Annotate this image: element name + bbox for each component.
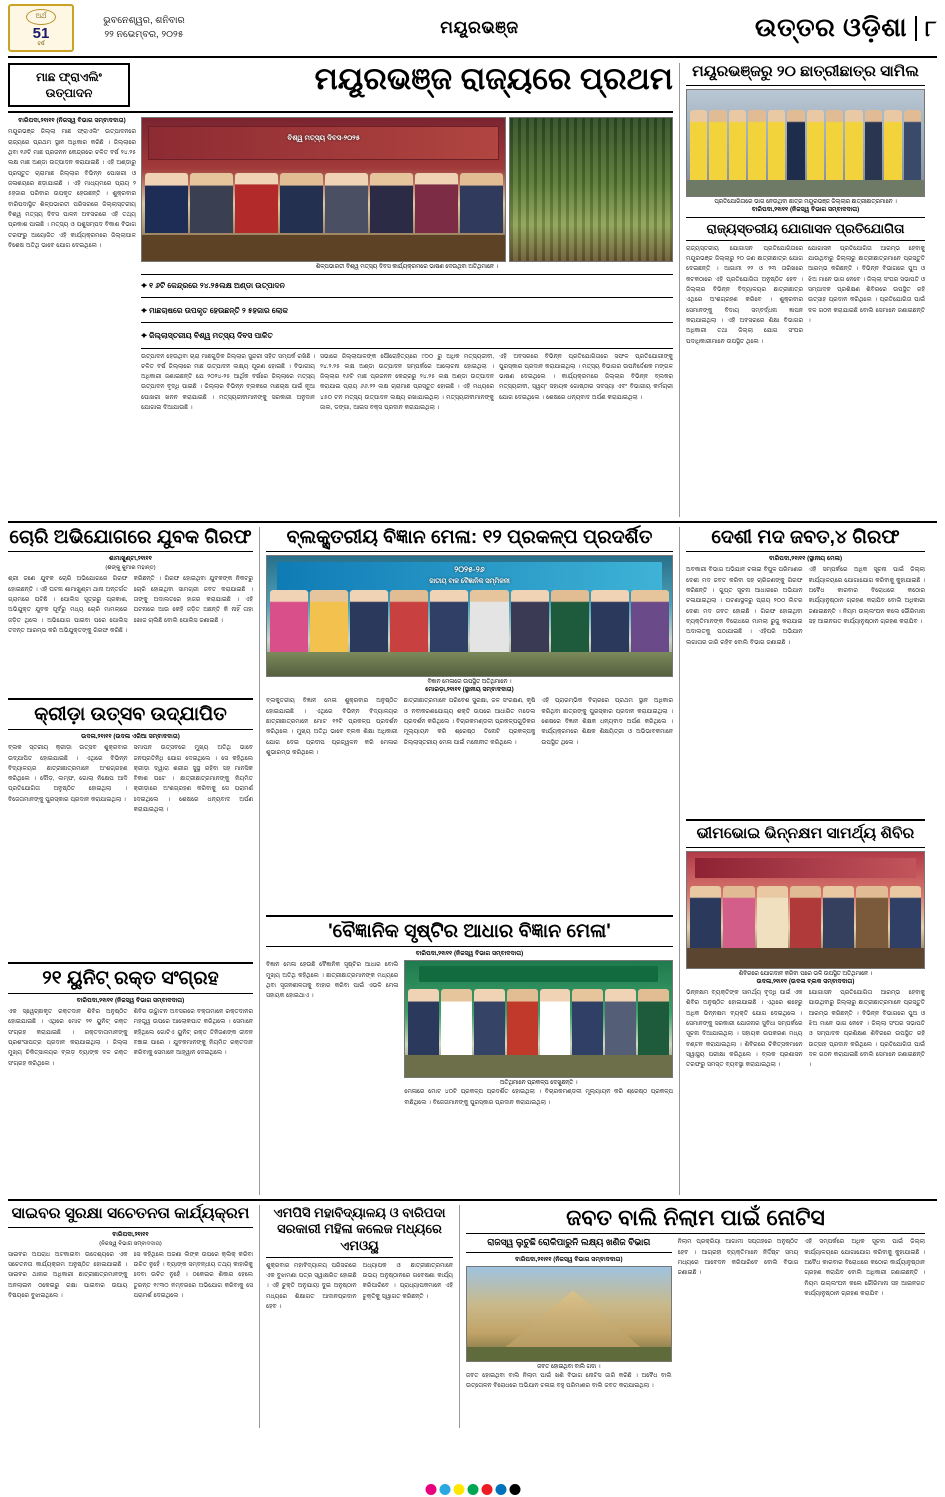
- blood-body-2: ଶିବିର ଉଦ୍ଘାଟନ ଅବସରରେ ବକ୍ତାମାନେ ରକ୍ତଦାନର ମହତ୍ତ୍ୱ ଉପରେ ଆଲୋକପାତ କରିଥିଲେ । ସେମାନେ କହିଥିଲେ ଗୋଟିଏ ୟୁନିଟ୍ ରକ୍ତ ତିନିଜଣଙ୍କ ଜୀବନ ବଞ୍ଚାଇ ପାରେ । ଯୁବକମାନଙ୍କୁ ନିୟମିତ ରକ୍ତଦାନ କରିବାକୁ ସେମାନେ ଆହ୍ୱାନ ଦେଇଥିଲେ ।: [133, 1009, 253, 1057]
- science-basis-body-2: ମେଳାରେ ମୋଟ ୪୦ଟି ପ୍ରକଳ୍ପ ପ୍ରଦର୍ଶିତ ହୋଇଥିଲା । ବିଚାରକମଣ୍ଡଳୀ ମୂଲ୍ୟାୟନ କରି ଶ୍ରେଷ୍ଠ ପ୍ରକଳ୍ପ ବାଛିଥିଲେ । ବିଜେତାମାନଙ୍କୁ ପୁରସ୍କାର ପ୍ରଦାନ କରାଯାଇଥିଲା ।: [404, 1089, 673, 1106]
- sand-caption: ଜବତ ହୋଇଥିବା ବାଲି ଗଦା ।: [537, 1363, 601, 1370]
- theft-body-2: କରିଛନ୍ତି । ଗିରଫ ହୋଇଥିବା ଯୁବକଙ୍କ ନିକଟରୁ ଚୋରି ହୋଇଥିବା ସାମଗ୍ରୀ ଜବତ କରାଯାଇଛି । ତାଙ୍କୁ ଅଦାଲତରେ ହାଜର କରାଯାଇଛି । ଏହି ଘଟନାରେ ଆଉ କେହି ଜଡ଼ିତ ଅଛନ୍ତି କି ନାହିଁ ତାହା ଖୋଜ ଚାଲିଛି ବୋଲି ପୋଲିସ ଜଣାଇଛି ।: [133, 576, 253, 624]
- lead-photo-forest: [509, 117, 673, 262]
- science-fair-caption: ବିଜ୍ଞାନ ମେଳାରେ ଉପସ୍ଥିତ ଅତିଥିମାନେ ।: [427, 679, 512, 686]
- theft-headline: ଚୋରି ଅଭିଯୋଗରେ ଯୁବକ ଗିରଫ: [9, 526, 252, 548]
- liquor-dateline: ବାରିପଦା,୨୧ା୧୧ (ସ୍ଥାନୀୟ ମେଳା): [768, 555, 843, 563]
- science-fair-body-1: ବ୍ଲକ୍ସ୍ତରୀୟ ବିଜ୍ଞାନ ମେଳା ଶୁକ୍ରବାର ଅନୁଷ୍ଠିତ ହୋଇଯାଇଛି । ଏଥିରେ ବିଭିନ୍ନ ବିଦ୍ୟାଳୟର ଛାତ୍ରୀଛାତ୍ରମାନେ ମୋଟ ୧୨ଟି ପ୍ରକଳ୍ପ ପ୍ରଦର୍ଶନ କରିଥିଲେ । ମୁଖ୍ୟ ଅତିଥି ଭାବେ ବ୍ଲକ ଶିକ୍ଷା ଅଧିକାରୀ ଯୋଗ ଦେଇ ପ୍ରଦୀପ ପ୍ରଜ୍ୱଳନ କରି ମେଳାର ଶୁଭାରମ୍ଭ କରିଥିଲେ ।: [266, 698, 398, 756]
- blood-headline: ୨୧ ୟୁନିଟ୍ ରକ୍ତ ସଂଗ୍ରହ: [42, 968, 219, 990]
- capacity-dateline: ଉଦଳା,୨୧ା୧୧ (ଉଦଳା ବ୍ଲକ ସମ୍ବାଦଦାତା): [756, 977, 855, 985]
- science-fair-banner-sub: ଜାତୀୟ ବାଳ ବୈଜ୍ଞାନିକ ସମ୍ମିଳନୀ: [429, 578, 510, 586]
- date-line-1: ଭୁବନେଶ୍ୱର, ଶନିବାର: [103, 14, 185, 26]
- college-headline: ଏମପିସି ମହାବିଦ୍ୟାଳୟ ଓ ବାରିପଦା ସରକାରୀ ମହିଳା କଲେଜ ମଧ୍ୟରେ ଏମଓୟୁ: [273, 1205, 446, 1253]
- lead-dateline: ବାରିପଦା,୨୧ା୧୧ (ନିଜସ୍ୱ ବିଭାଗ ସମ୍ବାଦଦାତା): [18, 117, 126, 125]
- lead-bullet-1: ✦ ୧ ୬ଟି କେନ୍ଦ୍ରରେ ୨୪.୨୫ଲକ୍ଷ ଅଣ୍ଡା ଉତ୍ପାଦନ: [141, 281, 285, 291]
- logo-bottom-text: ବର୍ଷ: [37, 41, 45, 47]
- liquor-headline: ଦେଶୀ ମଦ ଜବତ,୪ ଗିରଫ: [711, 526, 900, 548]
- yoga-headline: ରାଜ୍ୟସ୍ତରୀୟ ଯୋଗାସନ ପ୍ରତିଯୋଗିତା: [706, 220, 905, 236]
- sand-dateline: ବାରିପଦା,୨୧ା୧୧ (ନିଜସ୍ୱ ବିଭାଗ ସମ୍ବାଦଦାତା): [515, 1255, 623, 1263]
- reg-dot-3: [453, 1484, 464, 1495]
- sports-headline: କ୍ରୀଡ଼ା ଉତ୍ସବ ଉଦ୍ଯାପିତ: [34, 704, 227, 726]
- lead-photo-caption: ଶିଳ୍ପଭାରତୀ ବିଶ୍ୱ ମତ୍ସ୍ୟ ଦିବସ କାର୍ଯ୍ୟକ୍ରମରେ ଭାଷଣ ଦେଉଥିବା ଅତିଥିମାନେ ।: [315, 264, 499, 271]
- yoga-body: ଯୋଗାସନ ପ୍ରତିଯୋଗିତା ଆରମ୍ଭ ହେବାକୁ ଯାଉଥିବାରୁ ଜିଲ୍ଲାରୁ ଛାତ୍ରୀଛାତ୍ରମାନେ ପ୍ରସ୍ତୁତି ଆରମ୍ଭ କରିଛନ୍ତି । ବିଭିନ୍ନ ବିଭାଗରେ ପୁଅ ଓ ଝିଅ ମାନେ ଭାଗ ନେବେ । ଜିଲ୍ଲା ସଂଘର ସଭାପତି ଓ ସମ୍ପାଦକ ପ୍ରଶିକ୍ଷଣ ଶିବିରରେ ଉପସ୍ଥିତ ରହି ଉତ୍ସାହ ପ୍ରଦାନ କରିଥିଲେ । ପ୍ରତିଯୋଗିତା ପାଇଁ ଦଳ ଗଠନ କରାଯାଇଛି ବୋଲି ସେମାନେ ଜଣାଇଛନ୍ତି ।: [808, 245, 925, 325]
- color-registration-marks: [425, 1484, 520, 1495]
- reg-dot-1: [425, 1484, 436, 1495]
- sand-photo: [466, 1266, 672, 1362]
- bottom-band: [8, 1205, 937, 1428]
- cyber-headline: ସାଇବର ସୁରକ୍ଷା ସଚେତନତା କାର୍ଯ୍ୟକ୍ରମ: [11, 1205, 250, 1223]
- capacity-body-2: ଯୋଗାସନ ପ୍ରତିଯୋଗିତା ଆରମ୍ଭ ହେବାକୁ ଯାଉଥିବାରୁ ଜିଲ୍ଲାରୁ ଛାତ୍ରୀଛାତ୍ରମାନେ ପ୍ରସ୍ତୁତି ଆରମ୍ଭ କରିଛନ୍ତି । ବିଭିନ୍ନ ବିଭାଗରେ ପୁଅ ଓ ଝିଅ ମାନେ ଭାଗ ନେବେ । ଜିଲ୍ଲା ସଂଘର ସଭାପତି ଓ ସମ୍ପାଦକ ପ୍ରଶିକ୍ଷଣ ଶିବିରରେ ଉପସ୍ଥିତ ରହି ଉତ୍ସାହ ପ୍ରଦାନ କରିଥିଲେ । ପ୍ରତିଯୋଗିତା ପାଇଁ ଦଳ ଗଠନ କରାଯାଇଛି ବୋଲି ସେମାନେ ଜଣାଇଛନ୍ତି ।: [808, 989, 925, 1069]
- science-basis-body-1: ବିଜ୍ଞାନ ମେଳା ହେଉଛି ବୈଜ୍ଞାନିକ ସୃଷ୍ଟିର ଆଧାର ବୋଲି ମୁଖ୍ୟ ଅତିଥି କହିଥିଲେ । ଛାତ୍ରୀଛାତ୍ରମାନଙ୍କ ମଧ୍ୟରେ ଥିବା ସୃଜନଶୀଳତାକୁ ବାହାର କରିବା ପାଇଁ ଏଭଳି ମେଳା ସହାୟକ ହୋଇଥାଏ ।: [266, 962, 399, 1000]
- sports-body-1: ବ୍ଲକ ସ୍ତରୀୟ କ୍ରୀଡ଼ା ଉତ୍ସବ ଶୁକ୍ରବାର ଉଦ୍ଯାପିତ ହୋଇଯାଇଛି । ଏଥିରେ ବିଭିନ୍ନ ବିଦ୍ୟାଳୟର ଛାତ୍ରୀଛାତ୍ରମାନେ ଅଂଶଗ୍ରହଣ କରିଥିଲେ । ଦୌଡ଼, ଲମ୍ଫ, ଗୋଲା ନିକ୍ଷେପ ଆଦି ପ୍ରତିଯୋଗିତା ଅନୁଷ୍ଠିତ ହୋଇଥିଲା । ବିଜେତାମାନଙ୍କୁ ପୁରସ୍କାର ପ୍ରଦାନ କରାଯାଇଥିଲା ।: [8, 745, 128, 803]
- blood-dateline: ବାରିପଦା,୨୧ା୧୧ (ନିଜସ୍ୱ ବିଭାଗ ସମ୍ବାଦଦାତା): [76, 997, 185, 1005]
- reg-dot-6: [495, 1484, 506, 1495]
- publication-logo: [8, 4, 74, 52]
- liquor-body-2: ଏହି ସମ୍ପର୍କରେ ଅଧିକ ସୂଚନା ପାଇଁ ଜିଲ୍ଲା କାର୍ଯ୍ୟାଳୟରେ ଯୋଗାଯୋଗ କରିବାକୁ କୁହାଯାଇଛି । ଅବୈଧ କାରବାର ବିରୋଧରେ କଠୋର କାର୍ଯ୍ୟାନୁଷ୍ଠାନ ଗ୍ରହଣ କରାଯିବ ବୋଲି ଅଧିକାରୀ ଜଣାଇଛନ୍ତି । ନିୟମ ଉଲ୍ଲଂଘନ କଲେ ଜୌରିମାନା ସହ ଆଇନଗତ କାର୍ଯ୍ୟାନୁଷ୍ଠାନ ଗ୍ରହଣ କରାଯିବ ।: [808, 567, 925, 625]
- blood-body-1: ଏକ ସ୍ୱେଚ୍ଛାକୃତ ରକ୍ତଦାନ ଶିବିର ଅନୁଷ୍ଠିତ ହୋଇଯାଇଛି । ଏଥିରେ ମୋଟ ୨୧ ୟୁନିଟ୍ ରକ୍ତ ସଂଗ୍ରହ କରାଯାଇଛି । ରକ୍ତଦାତାମାନଙ୍କୁ ପ୍ରଶଂସାପତ୍ର ପ୍ରଦାନ କରାଯାଇଥିଲା । ଜିଲ୍ଲା ମୁଖ୍ୟ ଚିକିତ୍ସାଳୟର ବ୍ଲଡ଼ ବ୍ୟାଙ୍କ ଦଳ ରକ୍ତ ସଂଗ୍ରହ କରିଥିଲେ ।: [8, 1009, 128, 1067]
- theft-dateline: ଶାମାଖୁଣ୍ଟା,୨୧ା୧୧: [109, 555, 152, 563]
- science-fair-body-2: ଛାତ୍ରୀଛାତ୍ରମାନେ ପରିବେଶ ସୁରକ୍ଷା, ଜଳ ସଂରକ୍ଷଣ, କୃଷି ଓ ନବୀକରଣଯୋଗ୍ୟ ଶକ୍ତି ଉପରେ ଆଧାରିତ ମଡେଲ ପ୍ରଦର୍ଶନ କରିଥିଲେ । ବିଚାରକମଣ୍ଡଳୀ ପ୍ରକଳ୍ପଗୁଡ଼ିକର ମୂଲ୍ୟାୟନ କରି ଶ୍ରେଷ୍ଠ ତିନୋଟି ପ୍ରକଳ୍ପକୁ ଜିଲ୍ଲାସ୍ତରୀୟ ମେଳା ପାଇଁ ମନୋନୀତ କରିଥିଲେ ।: [403, 698, 536, 746]
- science-basis-caption: ଅତିଥିମାନେ ପ୍ରକଳ୍ପ ଦେଖୁଛନ୍ତି ।: [499, 1080, 578, 1087]
- lead-bullet-2: ✦ ମାଛଚାଷରେ ଉପକୃତ ହେଉଛନ୍ତି ୨ ୫ହଜାର ଲୋକ: [141, 306, 289, 316]
- lead-story: [8, 63, 680, 517]
- sand-body-1: ଜବତ ହୋଇଥିବା ବାଲି ନିଲାମ ପାଇଁ ଖଣି ବିଭାଗ ନୋଟିସ ଜାରି କରିଛି । ଅବୈଧ ବାଲି ଉତ୍ତୋଳନ ବିରୋଧରେ ଅଭିଯାନ ଚଳାଇ ବହୁ ପରିମାଣର ବାଲି ଜବତ କରାଯାଇଥିଲା ।: [466, 1372, 672, 1389]
- science-fair-banner-year: ୨୦୨୫-୨୬: [454, 565, 485, 575]
- lead-photo-stage: [141, 117, 506, 262]
- lead-bullet-3: ✦ ଜିଲ୍ଲାସ୍ତରୀୟ ବିଶ୍ୱ ମତ୍ସ୍ୟ ଦିବସ ପାଳିତ: [141, 331, 273, 341]
- cyber-story: [8, 1205, 260, 1428]
- cyber-body-2: ସେ କହିଥିଲେ ଅଜଣା ଲିଙ୍କ ଉପରେ କ୍ଲିକ୍ କରିବା ଉଚିତ ନୁହେଁ । ବ୍ୟାଙ୍କ ସମ୍ବନ୍ଧୀୟ ତଥ୍ୟ କାହାରିକୁ ଦେବା ଉଚିତ ନୁହେଁ । ଠକେଇର ଶିକାର ହେଲେ ତୁରନ୍ତ ୧୯୩୦ ନମ୍ବରରେ ଅଭିଯୋଗ କରିବାକୁ ସେ ପରାମର୍ଶ ଦେଇଥିଲେ ।: [133, 1251, 253, 1299]
- science-basis-headline: 'ବୈଜ୍ଞାନିକ ସୃଷ୍ଟିର ଆଧାର ବିଜ୍ଞାନ ମେଳା': [328, 921, 611, 943]
- liquor-body-1: ଅବକାରୀ ବିଭାଗ ଅଭିଯାନ ଚଳାଇ ବିପୁଳ ପରିମାଣର ଦେଶୀ ମଦ ଜବତ କରିବା ସହ ଚାରିଜଣଙ୍କୁ ଗିରଫ କରିଛନ୍ତି । ଗୁପ୍ତ ସୂଚନା ଆଧାରରେ ଅଭିଯାନ ଚଳାଯାଇଥିଲା । ଘଟଣାସ୍ଥଳରୁ ପ୍ରାୟ ୨୦୦ ଲିଟର ଦେଶୀ ମଦ ଜବତ ହୋଇଛି । ଗିରଫ ହୋଇଥିବା ବ୍ୟକ୍ତିମାନଙ୍କ ବିରୋଧରେ ମାମଲା ରୁଜୁ କରାଯାଇ ଅଦାଲତକୁ ପଠାଯାଇଛି । ଏହିପରି ଅଭିଯାନ ଲଗାତାର ଜାରି ରହିବ ବୋଲି ବିଭାଗ ଜଣାଇଛି ।: [686, 567, 803, 646]
- science-fair-photo: [266, 555, 673, 677]
- science-basis-photo: [404, 960, 673, 1078]
- cyber-subdate: (ନିଜସ୍ୱ ବିଭାଗ ସମ୍ବାଦଦାତା): [99, 1240, 162, 1247]
- section-title: [755, 12, 937, 44]
- students-dateline: ବାରିପଦା,୨୧ା୧୧ (ନିଜସ୍ୱ ବିଭାଗ ସମ୍ବାଦଦାତା): [751, 205, 860, 213]
- lead-body-1: ମୟୂରଭଞ୍ଜ ଜିଲ୍ଲା ମାଛ ଫ୍ରାଏଲିଂ ଉତ୍ପାଦନରେ ରାଜ୍ୟରେ ପ୍ରଥମ ସ୍ଥାନ ଅଧିକାର କରିଛି । ଜିଲ୍ଲାରେ ଥିବା ୧୬ଟି ମାଛ ପ୍ରଜନନ କେନ୍ଦ୍ରରେ ଚଳିତ ବର୍ଷ ୨୪.୨୫ ଲକ୍ଷ ମାଛ ଅଣ୍ଡା ଉତ୍ପାଦନ କରାଯାଇଛି । ଏହି ଅଣ୍ଡାରୁ ପ୍ରସ୍ତୁତ ଚାରାମାଛ ଜିଲ୍ଲାର ବିଭିନ୍ନ ପୋଖରୀ ଓ ଜଳାଶୟରେ ଛଡ଼ାଯାଇଛି । ଏହି ମାଧ୍ୟମରେ ପ୍ରାୟ ୨ ୫ହଜାର ପରିବାର ଉପକୃତ ହେଉଛନ୍ତି । ଶୁକ୍ରବାର ବାରିପଦାସ୍ଥିତ ଶିଳ୍ପଭାରତୀ ପରିସରରେ ଜିଲ୍ଲାସ୍ତରୀୟ ବିଶ୍ୱ ମତ୍ସ୍ୟ ଦିବସ ପାଳନ ଅବସରରେ ଏହି ତଥ୍ୟ ପ୍ରକାଶ ପାଇଛି । ମତ୍ସ୍ୟ ଓ ପଶୁସମ୍ପଦ ବିକାଶ ବିଭାଗ ତରଫରୁ ଆୟୋଜିତ ଏହି କାର୍ଯ୍ୟକ୍ରମରେ ଜିଲ୍ଲାପାଳ ବିଶେଷ ଅତିଥି ଭାବେ ଯୋଗ ଦେଇଥିଲେ ।: [8, 129, 136, 249]
- top-band: [8, 63, 937, 517]
- date-line-2: ୨୨ ନଭେମ୍ବର, ୨୦୨୫: [104, 29, 184, 40]
- capacity-photo: [686, 851, 925, 969]
- cyber-dateline: ବାରିପଦା,୨୧ା୧୧: [112, 1230, 149, 1238]
- lead-body-4: ଏହି ଅବସରରେ ବିଭିନ୍ନ ପ୍ରତିଯୋଗିତାରେ ସଫଳ ପ୍ରତିଯୋଗୀଙ୍କୁ ପୁରସ୍କାର ପ୍ରଦାନ କରାଯାଇଥିଲା । ମତ୍ସ୍ୟ ବିଭାଗର ଉପନିର୍ଦ୍ଦେଶକ ମଙ୍ଗଳ ଭାଷଣ ଦେଇଥିଲେ । କାର୍ଯ୍ୟକ୍ରମରେ ଜିଲ୍ଲାର ବିଭିନ୍ନ ବ୍ଲକର ମତ୍ସ୍ୟଜୀବୀ, ସ୍ୱୟଂ ସହାୟକ ଗୋଷ୍ଠୀର ସଦସ୍ୟା ଏବଂ ବିଭାଗୀୟ କର୍ମଚାରୀ ଯୋଗ ଦେଇଥିଲେ । ଶେଷରେ ଧନ୍ୟବାଦ ଅର୍ପଣ କରାଯାଇଥିଲା ।: [499, 353, 673, 401]
- lead-kicker: ମାଛ ଫ୍ରାଏଲିଂ ଉତ୍ପାଦନ: [8, 63, 130, 107]
- reg-dot-4: [467, 1484, 478, 1495]
- masthead: [8, 4, 937, 58]
- sports-dateline: ଉଦଳା,୨୧ା୧୧ (ଉଦଳା ଏରିଆ ସମ୍ବାଦଦାତା): [81, 733, 180, 741]
- students-headline: ମୟୂରଭଞ୍ଜରୁ ୨୦ ଛାତ୍ରୀଛାତ୍ର ସାମିଲ: [692, 63, 919, 80]
- students-photo: [686, 89, 925, 197]
- lead-headline: ମୟୂରଭଞ୍ଜ ରାଜ୍ୟରେ ପ୍ରଥମ: [314, 61, 673, 96]
- sand-story: [460, 1205, 925, 1428]
- sports-body-2: ସମାପନ ଉତ୍ସବରେ ମୁଖ୍ୟ ଅତିଥି ଭାବେ ଜନପ୍ରତିନିଧି ଯୋଗ ଦେଇଥିଲେ । ସେ କହିଥିଲେ କ୍ରୀଡ଼ା ଦ୍ୱାରା ଶରୀର ସୁସ୍ଥ ରହିବା ସହ ମାନସିକ ବିକାଶ ଘଟେ । ଛାତ୍ରୀଛାତ୍ରମାନଙ୍କୁ ନିୟମିତ କ୍ରୀଡ଼ାରେ ଅଂଶଗ୍ରହଣ କରିବାକୁ ସେ ପରାମର୍ଶ ଦେଇଥିଲେ । ଶେଷରେ ଧନ୍ୟବାଦ ଅର୍ପଣ କରାଯାଇଥିଲା ।: [133, 745, 253, 814]
- date-block: [84, 14, 204, 43]
- reg-dot-7: [509, 1484, 520, 1495]
- sand-headline: ଜବତ ବାଲି ନିଲାମ ପାଇଁ ନୋଟିସ: [566, 1205, 825, 1231]
- lead-col-1: [8, 117, 136, 516]
- capacity-body-1: ଭିନ୍ନକ୍ଷମ ବ୍ୟକ୍ତିଙ୍କ ସାମର୍ଥ୍ୟ ବୃଦ୍ଧି ପାଇଁ ଏକ ଶିବିର ଅନୁଷ୍ଠିତ ହୋଇଯାଇଛି । ଏଥିରେ ଶହେରୁ ଅଧିକ ଭିନ୍ନକ୍ଷମ ବ୍ୟକ୍ତି ଯୋଗ ଦେଇଥିଲେ । ସେମାନଙ୍କୁ ସରକାରୀ ଯୋଜନାର ସୁବିଧା ସମ୍ପର୍କରେ ସୂଚନା ଦିଆଯାଇଥିଲା । ସହାୟକ ଉପକରଣ ମଧ୍ୟ ବଣ୍ଟନ କରାଯାଇଥିଲା । ଶିବିରରେ ଚିକିତ୍ସକମାନେ ସ୍ୱାସ୍ଥ୍ୟ ପରୀକ୍ଷା କରିଥିଲେ । ବ୍ଲକ ପ୍ରଶାସନ ତରଫରୁ ସମସ୍ତ ବ୍ୟବସ୍ଥା କରାଯାଇଥିଲା ।: [686, 989, 803, 1069]
- lead-media: [141, 117, 673, 516]
- logo-top-text: ଅର୍ଥ: [26, 9, 56, 25]
- lead-bullets: [141, 278, 673, 344]
- college-body-1: ଶୁକ୍ରବାର ମହାବିଦ୍ୟାଳୟ ପରିସରରେ ଏକ ବୁଝାମଣା ପତ୍ର ସ୍ୱାକ୍ଷରିତ ହୋଇଛି । ଏହି ଚୁକ୍ତି ଅନୁଯାୟୀ ଦୁଇ ଅନୁଷ୍ଠାନ ମଧ୍ୟରେ ଶିକ୍ଷାଗତ ଆଦାନପ୍ରଦାନ ହେବ ।: [266, 1262, 357, 1311]
- sand-subhead: ରାଜସ୍ୱ ଲୁଚୁଛି ରୋକିପାରୁନି ଲକ୍ଷ୍ୟ ଖଣିଜ ବିଭାଗ: [487, 1237, 651, 1248]
- center-column: [260, 527, 680, 1196]
- theft-subdate: (ଶଙ୍କୁ କୁମାର ମହାନ୍ତ): [105, 565, 156, 572]
- lead-photo-banner: ବିଶ୍ୱ ମତ୍ସ୍ୟ ଦିବସ-୨୦୨୫: [287, 135, 361, 143]
- reg-dot-5: [481, 1484, 492, 1495]
- college-body-2: ଅଧ୍ୟାପକ ଓ ଛାତ୍ରୀଛାତ୍ରମାନେ ଉଭୟ ଅନୁଷ୍ଠାନରେ ଗବେଷଣା କାର୍ଯ୍ୟ କରିପାରିବେ । ପ୍ରାଧ୍ୟାପକମାନେ ଏହି ଚୁକ୍ତିକୁ ସ୍ୱାଗତ କରିଛନ୍ତି ।: [362, 1262, 453, 1300]
- right-top-column: [680, 63, 925, 517]
- middle-band: [8, 527, 937, 1196]
- science-fair-dateline: ମୋରଡ଼ା,୨୧ା୧୧ (ସ୍ଥାନୀୟ ସମ୍ବାଦଦାତା): [425, 686, 514, 694]
- sand-body-2: ନିଲାମ ପ୍ରକ୍ରିୟା ଆଗାମୀ ସପ୍ତାହରେ ଅନୁଷ୍ଠିତ ହେବ । ଆଗ୍ରହୀ ବ୍ୟକ୍ତିମାନେ ନିର୍ଦ୍ଦିଷ୍ଟ ସମୟ ମଧ୍ୟରେ ଆବେଦନ କରିପାରିବେ ବୋଲି ବିଭାଗ ଜଣାଇଛି ।: [677, 1239, 799, 1277]
- right-column: [680, 527, 925, 1196]
- students-body: ରାଜ୍ୟସ୍ତରୀୟ ଯୋଗାସନ ପ୍ରତିଯୋଗିତାରେ ମୟୂରଭଞ୍ଜ ଜିଲ୍ଲାରୁ ୨୦ ଜଣ ଛାତ୍ରୀଛାତ୍ର ଯୋଗ ଦେଇଛନ୍ତି । ଆଗାମୀ ୨୨ ଓ ୨୩ ତାରିଖରେ କଟକଠାରେ ଏହି ପ୍ରତିଯୋଗିତା ଅନୁଷ୍ଠିତ ହେବ । ଜିଲ୍ଲାର ବିଭିନ୍ନ ବିଦ୍ୟାଳୟର ଛାତ୍ରୀଛାତ୍ର ଏଥିରେ ଅଂଶଗ୍ରହଣ କରିବେ । ଶୁକ୍ରବାର ସେମାନଙ୍କୁ ବିଦାୟ ସମ୍ବର୍ଦ୍ଧନା ଜ୍ଞାପନ କରାଯାଇଥିଲା । ଏହି ଅବସରରେ ଶିକ୍ଷା ବିଭାଗର ଅଧିକାରୀ ତଥା ଜିଲ୍ଲା ଯୋଗ ସଂଘର ପଦାଧିକାରୀମାନେ ଉପସ୍ଥିତ ଥିଲେ ।: [686, 245, 803, 345]
- theft-body-1: ଶ୍ରୀ ଜଣେ ଯୁବକ ଚୋରି ଅଭିଯୋଗରେ ଗିରଫ ହୋଇଛନ୍ତି । ଏହି ଘଟନା ଶାମାଖୁଣ୍ଟା ଥାନା ଅନ୍ତର୍ଗତ ଗ୍ରାମରେ ଘଟିଛି । ପୋଲିସ ସୂତ୍ରରୁ ପ୍ରକାଶ, ଅଭିଯୁକ୍ତ ଯୁବକ ପୂର୍ବରୁ ମଧ୍ୟ ଚୋରି ମାମଲାରେ ଜଡ଼ିତ ଥିଲେ । ଅଭିଯୋଗ ପାଇବା ପରେ ପୋଲିସ ତଦନ୍ତ ଆରମ୍ଭ କରି ଅଭିଯୁକ୍ତଙ୍କୁ ଗିରଫ କରିଛି ।: [8, 576, 128, 634]
- lead-body-3: ସଭାରେ ଜିଲ୍ଲାପାଳଙ୍କ ପୌରୋହିତ୍ୟରେ ୯୦୦ ରୁ ଅଧିକ ମତ୍ସ୍ୟଜୀବୀ, ୨୪.୨.୨୫ ଲକ୍ଷ ଅଣ୍ଡା ଉତ୍ପାଦନ ସମ୍ପର୍କରେ ଆଲୋଚନା ହୋଇଥିଲା । ଜିଲ୍ଲାର ୧୬ଟି ମାଛ ପ୍ରଜନନ କେନ୍ଦ୍ରରୁ ୨୪.୨୫ ଲକ୍ଷ ଅଣ୍ଡା ଉତ୍ପାଦନ କରାଯାଇ ପ୍ରାୟ ୬୬.୨୨ ଲକ୍ଷ ଚାରାମାଛ ପ୍ରସ୍ତୁତ ହୋଇଛି । ଏହି ମଧ୍ୟରେ ୪୫୦ ଟନ ମତ୍ସ୍ୟ ଉତ୍ପାଦନ ଲକ୍ଷ୍ୟ ରଖାଯାଇଥିଲା । ମତ୍ସ୍ୟଜୀବୀମାନଙ୍କୁ ଜାଲ, ଡଙ୍ଗା, ଆଇସ ବକ୍ସ ପ୍ରଦାନ କରାଯାଇଥିଲା ।: [320, 353, 494, 412]
- left-column: [8, 527, 260, 1196]
- edition-name: ମୟୂରଭଞ୍ଜ: [440, 18, 519, 37]
- page-number: ୮: [915, 16, 937, 41]
- college-story: [260, 1205, 460, 1428]
- logo-number: 51: [32, 25, 50, 42]
- cyber-body-1: ସାଇବର ଅପରାଧ ଅଟକାଇବା ଉଦ୍ଦେଶ୍ୟରେ ଏକ ସଚେତନତା କାର୍ଯ୍ୟକ୍ରମ ଅନୁଷ୍ଠିତ ହୋଇଯାଇଛି । ସାଇବର ଥାନାର ଅଧିକାରୀ ଛାତ୍ରୀଛାତ୍ରମାନଙ୍କୁ ଅନଲାଇନ ଠକେଇରୁ ରକ୍ଷା ପାଇବାର ଉପାୟ ବିଷୟରେ ବୁଝାଇଥିଲେ ।: [8, 1251, 128, 1299]
- sand-body-3: ଏହି ସମ୍ପର୍କରେ ଅଧିକ ସୂଚନା ପାଇଁ ଜିଲ୍ଲା କାର୍ଯ୍ୟାଳୟରେ ଯୋଗାଯୋଗ କରିବାକୁ କୁହାଯାଇଛି । ଅବୈଧ କାରବାର ବିରୋଧରେ କଠୋର କାର୍ଯ୍ୟାନୁଷ୍ଠାନ ଗ୍ରହଣ କରାଯିବ ବୋଲି ଅଧିକାରୀ ଜଣାଇଛନ୍ତି । ନିୟମ ଉଲ୍ଲଂଘନ କଲେ ଜୌରିମାନା ସହ ଆଇନଗତ କାର୍ଯ୍ୟାନୁଷ୍ଠାନ ଗ୍ରହଣ କରାଯିବ ।: [804, 1239, 925, 1297]
- capacity-caption: ଶିବିରରେ ଯୋଗଦାନ କରିବା ପରେ ଭଳି ଉପସ୍ଥିତ ଅତିଥିମାନେ ।: [738, 970, 873, 977]
- science-basis-dateline: ବାରିପଦା,୨୧ା୧୧ (ନିଜସ୍ୱ ବିଭାଗ ସମ୍ବାଦଦାତା): [415, 950, 524, 958]
- students-photo-caption: ପ୍ରତିଯୋଗିତାରେ ଭାଗ ନେଉଥିବା ଛାତ୍ର ମୟୂରଭଞ୍ଜ ଜିଲ୍ଲାର ଛାତ୍ରୀଛାତ୍ରମାନେ ।: [714, 198, 897, 205]
- section-title-text: ଉତ୍ତର ଓଡ଼ିଶା: [754, 12, 908, 42]
- science-fair-headline: ବ୍ଲକ୍ସ୍ତରୀୟ ବିଜ୍ଞାନ ମେଳା: ୧୨ ପ୍ରକଳ୍ପ ପ୍ରଦର୍ଶିତ: [286, 526, 653, 548]
- lead-body-2: ଉତ୍ପାଦନ ହେଉଥିବା ଚାରା ମାଛଗୁଡ଼ିକ ଜିଲ୍ଲାର ସୁନ୍ଦରୀ ସହିତ ସମ୍ପର୍କ ରଖିଛି । ଚଳିତ ବର୍ଷ ଜିଲ୍ଲାରେ ମାଛ ଉତ୍ପାଦନ ଲକ୍ଷ୍ୟ ପୂରଣ ହୋଇଛି । ବିଭାଗୀୟ ଅଧିକାରୀ ଜଣାଇଛନ୍ତି ଯେ ୨୦୨୪-୨୫ ଆର୍ଥିକ ବର୍ଷରେ ଜିଲ୍ଲାରେ ମତ୍ସ୍ୟ ଉତ୍ପାଦନ ବୃଦ୍ଧି ପାଇଛି । ଜିଲ୍ଲାର ବିଭିନ୍ନ ବ୍ଲକରେ ମାଛଚାଷ ପାଇଁ ନୂଆ ପୋଖରୀ ଖନନ କରାଯାଇଛି । ମତ୍ସ୍ୟଜୀବୀମାନଙ୍କୁ ସରକାରୀ ଅନୁଦାନ ଯୋଗାଇ ଦିଆଯାଉଛି ।: [141, 353, 315, 412]
- capacity-headline: ଭୀମଭୋଇ ଭିନ୍ନକ୍ଷମ ସାମର୍ଥ୍ୟ ଶିବିର: [696, 825, 915, 843]
- reg-dot-2: [439, 1484, 450, 1495]
- science-fair-body-3: ଏହି ପ୍ରାରମ୍ଭିକ ବିଚାରରେ ପ୍ରଥମ ସ୍ଥାନ ଅଧିକାର କରିଥିବା ଛାତ୍ରଙ୍କୁ ପୁରସ୍କାର ପ୍ରଦାନ କରାଯାଇଥିଲା । ଶେଷରେ ବିଜ୍ଞାନ ଶିକ୍ଷକ ଧନ୍ୟବାଦ ଅର୍ପଣ କରିଥିଲେ । କାର୍ଯ୍ୟକ୍ରମରେ ଶିକ୍ଷକ ଶିକ୍ଷୟିତ୍ରୀ ଓ ଅଭିଭାବକମାନେ ଉପସ୍ଥିତ ଥିଲେ ।: [541, 698, 674, 746]
